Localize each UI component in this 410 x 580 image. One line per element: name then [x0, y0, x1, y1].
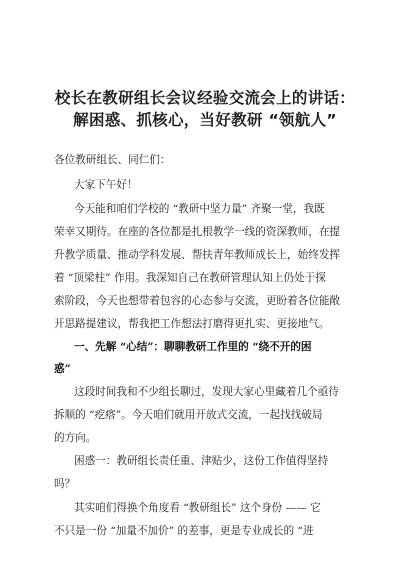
paragraph-line: 的方向。 — [54, 432, 97, 444]
question-heading-continued: 吗？ — [54, 478, 76, 490]
section-heading: 一、先解 “心结”：聊聊教研工作里的 “绕不开的困 — [74, 341, 312, 353]
paragraph-line: 索阶段，今天也想带着包容的心态参与交流，更盼着各位能敞 — [54, 295, 341, 307]
paragraph-line: 开思路提建议，帮我把工作想法打磨得更扎实、更接地气。 — [54, 318, 330, 330]
paragraph-line: 荣幸又期待。在座的各位都是扎根教学一线的资深教师，在提 — [54, 226, 341, 238]
document-title-line-2: 解困惑、抓核心，当好教研 “领航人” — [73, 111, 337, 129]
document-title-line-1: 校长在教研组长会议经验交流会上的讲话： — [54, 89, 356, 107]
paragraph-line: 其实咱们得换个角度看 “教研组长” 这个身份 —— 它 — [74, 502, 321, 514]
paragraph-line: 着 “顶梁柱” 作用。我深知自己在教研管理认知上仍处于探 — [54, 272, 326, 284]
paragraph-line: 这段时间我和不少组长聊过，发现大家心里藏着几个亟待 — [74, 386, 339, 398]
paragraph-line: 不只是一份 “加量不加价” 的差事，更是专业成长的 “进 — [54, 525, 314, 537]
greeting: 大家下午好！ — [74, 179, 138, 191]
section-heading-continued: 惑” — [54, 363, 71, 375]
paragraph-line: 今天能和咱们学校的 “教研中坚力量” 齐聚一堂，我既 — [74, 203, 325, 215]
paragraph-line: 升教学质量、推动学科发展、帮扶青年教师成长上，始终发挥 — [54, 249, 341, 261]
salutation: 各位教研组长、同仁们： — [54, 154, 171, 166]
question-heading: 困惑一：教研组长责任重、津贴少，这份工作值得坚持 — [74, 455, 329, 467]
paragraph-line: 拆顺的 “疙瘩”。今天咱们就用开放式交流，一起找找破局 — [54, 409, 323, 421]
